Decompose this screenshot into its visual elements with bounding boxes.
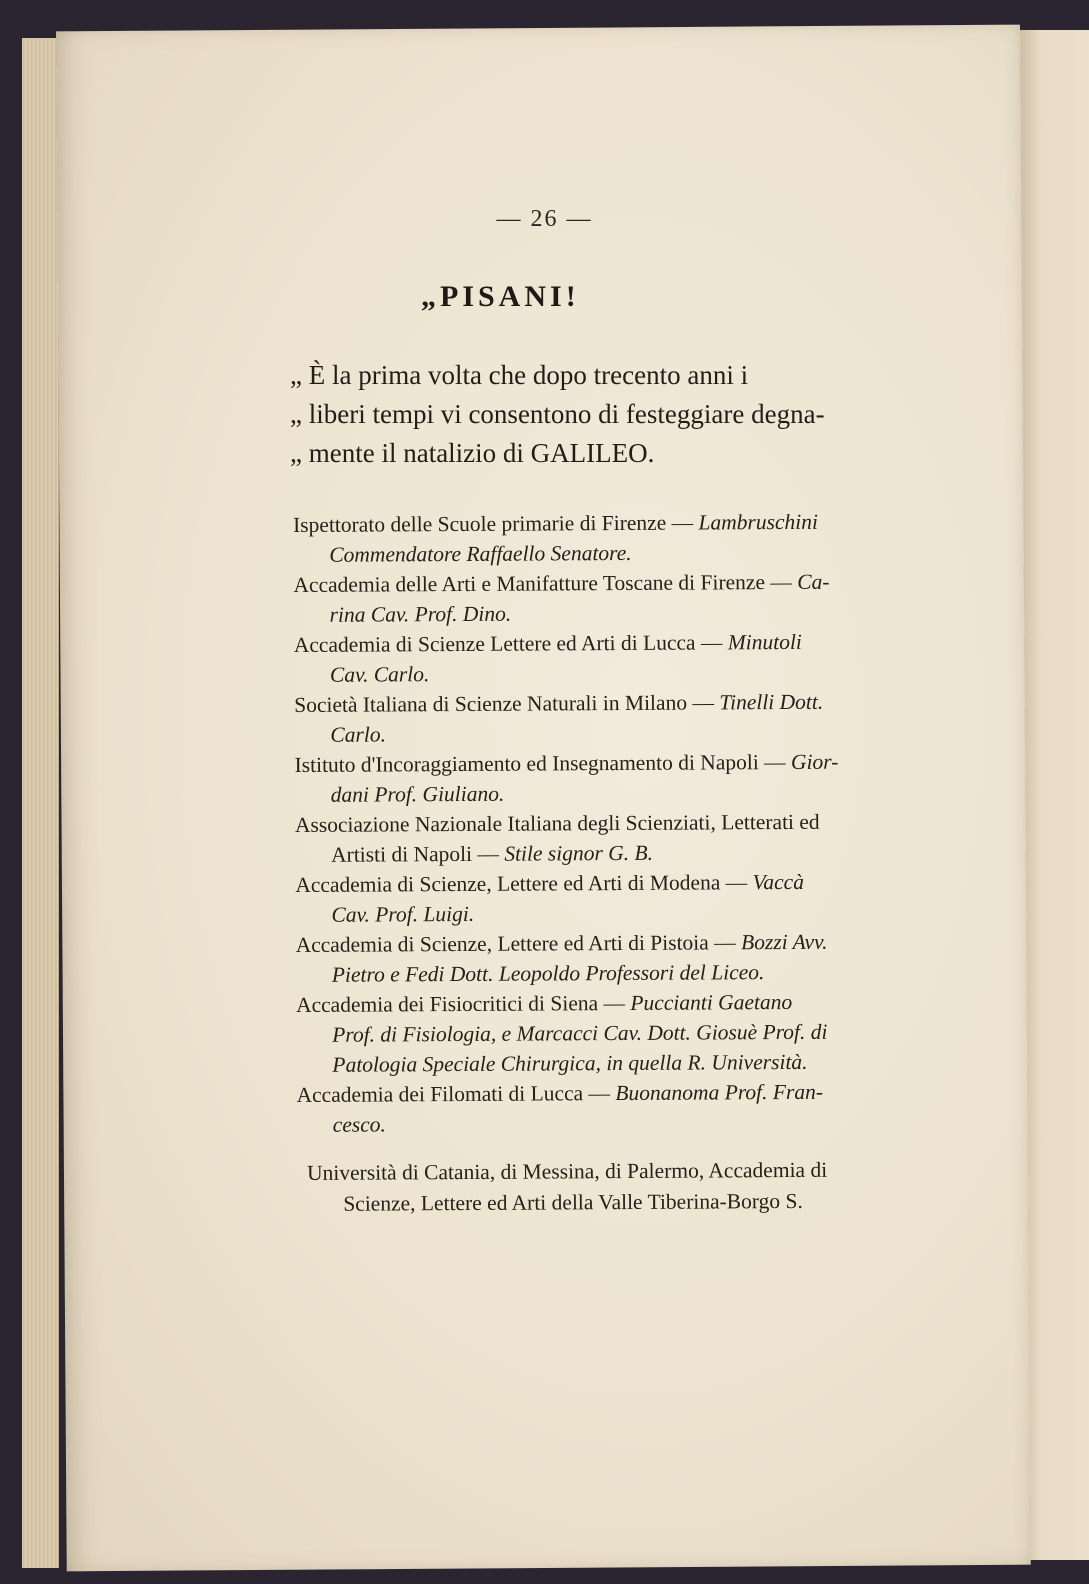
quote-line: „ È la prima volta che dopo trecento anni i <box>290 360 749 390</box>
page-edges-left <box>22 38 59 1568</box>
list-item: Associazione Nazionale Italiana degli Scienziati, Letterati ed Artisti di Napoli — Stile signor G. B. <box>294 809 820 867</box>
final-entry <box>307 1154 907 1220</box>
list-item: Istituto d'Incoraggiamento ed Insegnamento di Napoli — Gior- dani Prof. Giuliano. <box>294 749 839 807</box>
list-item: Accademia dei Fisiocritici di Siena — Puccianti Gaetano Prof. di Fisiologia, e Marcacci Cav. Dott. Giosuè Prof. di Patologia Speciale Chirurgica, in quella R. Università. <box>295 989 828 1077</box>
list-item: Accademia dei Filomati di Lucca — Buonanoma Prof. Fran- cesco. <box>296 1079 824 1137</box>
list-item: Accademia di Scienze Lettere ed Arti di Lucca — Minutoli Cav. Carlo. <box>293 629 802 687</box>
list-item: Accademia delle Arti e Manifatture Toscane di Firenze — Ca- rina Cav. Prof. Dino. <box>293 569 830 627</box>
page-title: „PISANI! <box>421 280 580 313</box>
list-item: Società Italiana di Scienze Naturali in Milano — Tinelli Dott. Carlo. <box>294 689 824 747</box>
list-item: Accademia di Scienze, Lettere ed Arti di Pistoia — Bozzi Avv. Pietro e Fedi Dott. Leopoldo Professori del Liceo. <box>295 929 828 987</box>
signatories-list <box>293 506 897 1140</box>
quote-line: „ liberi tempi vi consentono di festeggiare degna- <box>290 399 825 429</box>
final-line-2: Scienze, Lettere ed Arti della Valle Tiberina-Borgo S. <box>343 1188 803 1216</box>
list-item: Ispettorato delle Scuole primarie di Firenze — Lambruschini Commendatore Raffaello Senatore. <box>293 509 819 567</box>
final-line-1: Università di Catania, di Messina, di Palermo, Accademia di <box>307 1157 828 1185</box>
page-number: — 26 — <box>496 206 593 232</box>
quote-line: „ mente il natalizio di GALILEO. <box>290 438 655 468</box>
list-item: Accademia di Scienze, Lettere ed Arti di Modena — Vaccà Cav. Prof. Luigi. <box>295 869 804 927</box>
quote-block <box>290 356 890 473</box>
